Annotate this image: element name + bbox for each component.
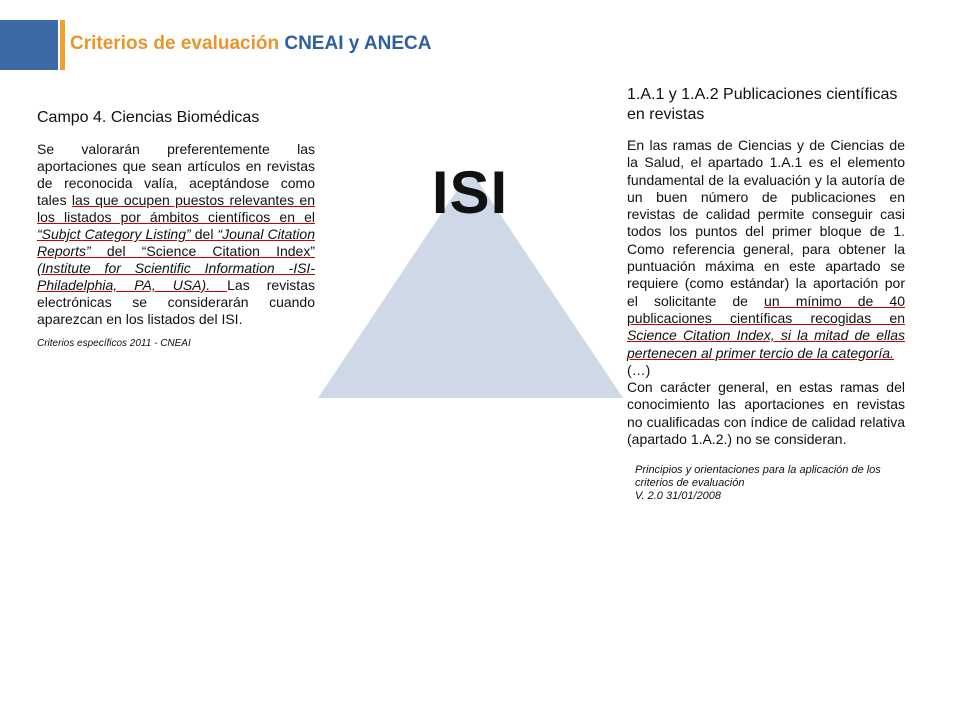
right-source [635, 464, 905, 503]
title-part-2: CNEAI y ANECA [284, 33, 432, 54]
left-text-a: Se valorarán preferentemente las aportaciones que sean artículos en revistas de reconocida valía, aceptándose como tales [37, 141, 315, 208]
left-text-g: (Institute for Scientific Information -ISI- Philadelphia, PA, USA). [37, 260, 315, 293]
left-text-c: “Subjct Category Listing” [37, 226, 191, 242]
left-text-e: “Jounal Citation Reports” [37, 226, 315, 259]
right-text-c: Science Citation Index, si la mitad de ellas pertenecen al primer tercio de la categoría. [627, 327, 905, 361]
left-column [37, 109, 315, 349]
right-column [627, 85, 905, 503]
page-title [70, 33, 431, 55]
left-heading: Campo 4. Ciencias Biomédicas [37, 109, 260, 126]
left-text-f: del “Science Citation Index” [90, 243, 315, 259]
left-paragraph [37, 141, 315, 328]
right-text-a: En las ramas de Ciencias y de Ciencias de la Salud, el apartado 1.A.1 es el elemento fundamental de la evaluación y la autoría de un buen número de publicaciones en revistas de calidad permite conseguir casi todos los puntos del primer bloque de 1. Como referencia general, para obtener la puntuación máxima en este apartado se requiere (como estándar) la aportación por el solicitante de [627, 137, 905, 309]
right-ellipsis: (…) [627, 361, 651, 378]
header-color-block [0, 20, 58, 70]
left-text-b: las que ocupen puestos relevantes en los listados por ámbitos científicos en el [37, 192, 315, 225]
title-part-1: Criterios de evaluación [70, 33, 280, 54]
left-source: Criterios específicos 2011 - CNEAI [37, 338, 191, 349]
right-paragraph-2: Con carácter general, en estas ramas del conocimiento las aportaciones en revistas no cualificadas con índice de calidad relativa (apartado 1.A.2.) no se consideran. [627, 379, 905, 448]
right-text-b: un mínimo de 40 publicaciones científicas recogidas en [627, 292, 905, 326]
right-source-line-2: V. 2.0 31/01/2008 [635, 490, 722, 503]
right-paragraph-1 [627, 137, 905, 362]
left-text-d: del [190, 226, 218, 242]
right-body [627, 137, 905, 448]
right-heading: 1.A.1 y 1.A.2 Publicaciones científicas en revistas [627, 86, 898, 123]
header-accent-bar [60, 20, 65, 70]
left-text-h: Las revistas electrónicas se considerarán cuando aparezcan en los listados del ISI. [37, 277, 315, 327]
isi-label: ISI [431, 159, 509, 226]
right-source-line-1: Principios y orientaciones para la aplicación de los criterios de evaluación [635, 464, 881, 490]
